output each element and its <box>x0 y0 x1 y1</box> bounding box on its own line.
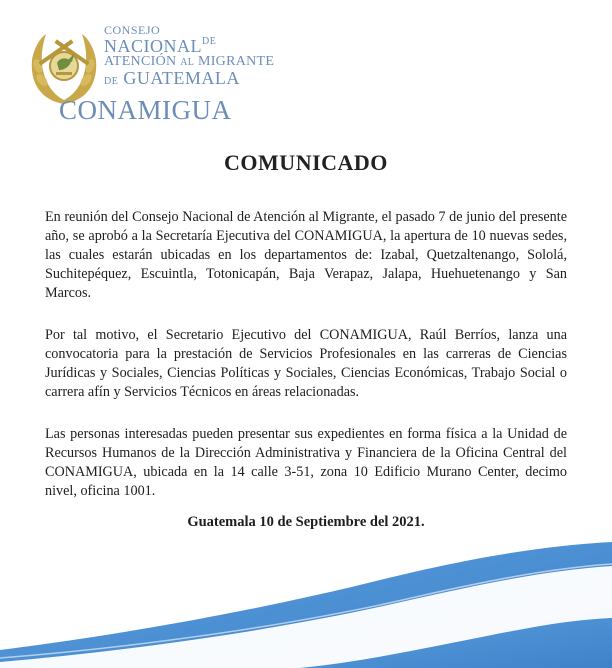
org-line-4-small: DE <box>104 76 119 87</box>
org-line-4-main: GUATEMALA <box>123 68 240 88</box>
date-signoff: Guatemala 10 de Septiembre del 2021. <box>187 514 425 530</box>
brand-name: CONAMIGUA <box>59 95 232 125</box>
organization-name <box>104 24 274 87</box>
document-body <box>45 208 567 524</box>
org-line-1: CONSEJO <box>104 23 161 37</box>
paragraph-2: Por tal motivo, el Secretario Ejecutivo del CONAMIGUA, Raúl Berríos, lanza una convocatoria para la prestación de Servicios Profesionales en las carreras de Ciencias Jurídicas y Sociales, Ciencias Políticas y Sociales, Ciencias Económicas, Trabajo Social o carrera afín y Servicios Técnicos en áreas relacionadas. <box>45 327 567 400</box>
guatemala-flag-wave-icon <box>0 540 612 668</box>
paragraph-3: Las personas interesadas pueden presentar sus expedientes en forma física a la Unidad de Recursos Humanos de la Dirección Administrativa y Financiera de la Oficina Central del CONAMIGUA, ubicada en la 14 calle 3-51, zona 10 Edificio Murano Center, decimo nivel, oficina 1001. <box>45 426 567 499</box>
page-title: COMUNICADO <box>224 150 388 175</box>
org-line-2-small: DE <box>202 36 217 47</box>
org-line-2 <box>104 37 274 55</box>
org-line-3-main: ATENCIÓN <box>104 54 177 69</box>
org-line-4 <box>104 69 274 87</box>
org-line-3-end: MIGRANTE <box>197 54 275 69</box>
org-line-3 <box>104 55 274 69</box>
org-line-2-main: NACIONAL <box>104 36 202 56</box>
paragraph-1: En reunión del Consejo Nacional de Atención al Migrante, el pasado 7 de junio del presente año, se aprobó a la Secretaría Ejecutiva del CONAMIGUA, la apertura de 10 nuevas sedes, las cuales estarán ubicadas en los departamentos de: Izabal, Quetzaltenango, Sololá, Suchitepéquez, Escuintla, Totonicapán, Baja Verapaz, Jalapa, Huehuetenango y San Marcos. <box>45 209 567 301</box>
org-line-3-small: AL <box>180 57 195 68</box>
